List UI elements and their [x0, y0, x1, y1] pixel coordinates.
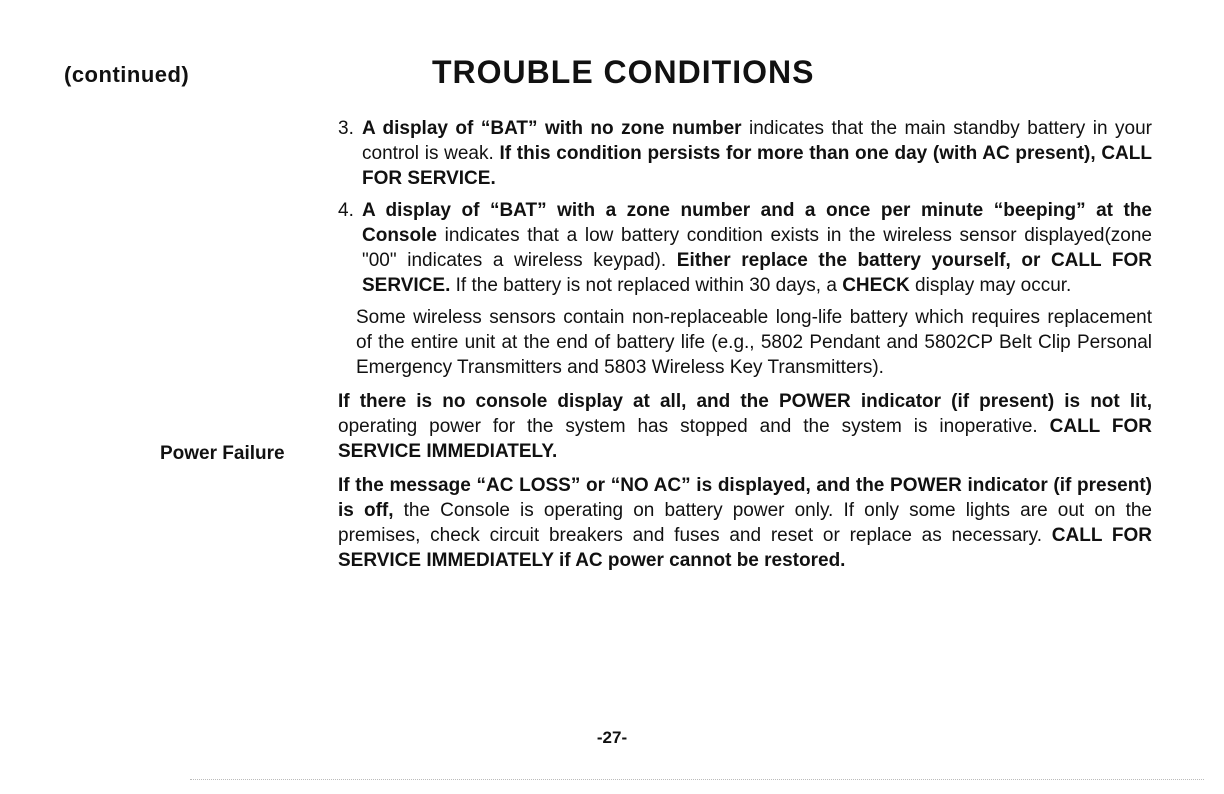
- pf-1-bold-lead: If there is no console display at all, and the POWER indicator (if present) is not lit,: [338, 391, 1152, 412]
- item-4-description: indicates that a low battery condition exists in the wireless sensor displayed(zone "00" indicates a wireless keypad).: [362, 225, 1152, 271]
- body-text: [338, 116, 1152, 582]
- item-number: 4.: [338, 200, 354, 221]
- pf-2-description: the Console is operating on battery power only. If only some lights are out on the premises, check circuit breakers and fuses and reset or replace as necessary.: [338, 500, 1152, 546]
- pf-2-bold-instruction: CALL FOR SERVICE IMMEDIATELY if AC power cannot be restored.: [338, 525, 1152, 571]
- page-number: -27-: [596, 728, 628, 747]
- pf-1-description: operating power for the system has stopped and the system is inoperative.: [338, 416, 1050, 437]
- scan-artifact-line: [190, 779, 1204, 780]
- item-number: 3.: [338, 118, 354, 139]
- item-4-detail: If the battery is not replaced within 30 days, a: [450, 275, 843, 296]
- page-title: TROUBLE CONDITIONS: [432, 54, 815, 90]
- item-3-bold-lead: A display of “BAT” with no zone number: [362, 118, 742, 139]
- item-3-text: [362, 116, 1152, 191]
- item-4-bold-lead: A display of “BAT” with a zone number and a once per minute “beeping” at the Console: [362, 200, 1152, 246]
- item-4-text: [362, 198, 1152, 298]
- list-item-3: [338, 116, 1152, 191]
- power-failure-paragraph-2: [338, 473, 1152, 573]
- item-3-description: indicates that the main standby battery in your control is weak.: [362, 118, 1152, 164]
- wireless-sensor-note: Some wireless sensors contain non-replaceable long-life battery which requires replacement of the entire unit at the end of battery life (e.g., 5802 Pendant and 5802CP Belt Clip Personal Emergency Transmitters and 5803 Wireless Key Transmitters).: [356, 307, 1152, 378]
- power-failure-heading: Power Failure: [160, 443, 285, 464]
- pf-2-bold-lead: If the message “AC LOSS” or “NO AC” is displayed, and the POWER indicator (if present) is off,: [338, 475, 1152, 521]
- power-failure-paragraph-1: [338, 389, 1152, 464]
- pf-1-bold-instruction: CALL FOR SERVICE IMMEDIATELY.: [338, 416, 1152, 462]
- item-3-bold-instruction: If this condition persists for more than one day (with AC present), CALL FOR SERVICE.: [362, 143, 1152, 189]
- item-4-tail: display may occur.: [909, 275, 1072, 296]
- item-4-bold-instruction: Either replace the battery yourself, or CALL FOR SERVICE.: [362, 250, 1153, 296]
- continued-label: (continued): [64, 62, 190, 87]
- item-4-check-word: CHECK: [842, 275, 910, 296]
- list-item-4: [338, 198, 1152, 298]
